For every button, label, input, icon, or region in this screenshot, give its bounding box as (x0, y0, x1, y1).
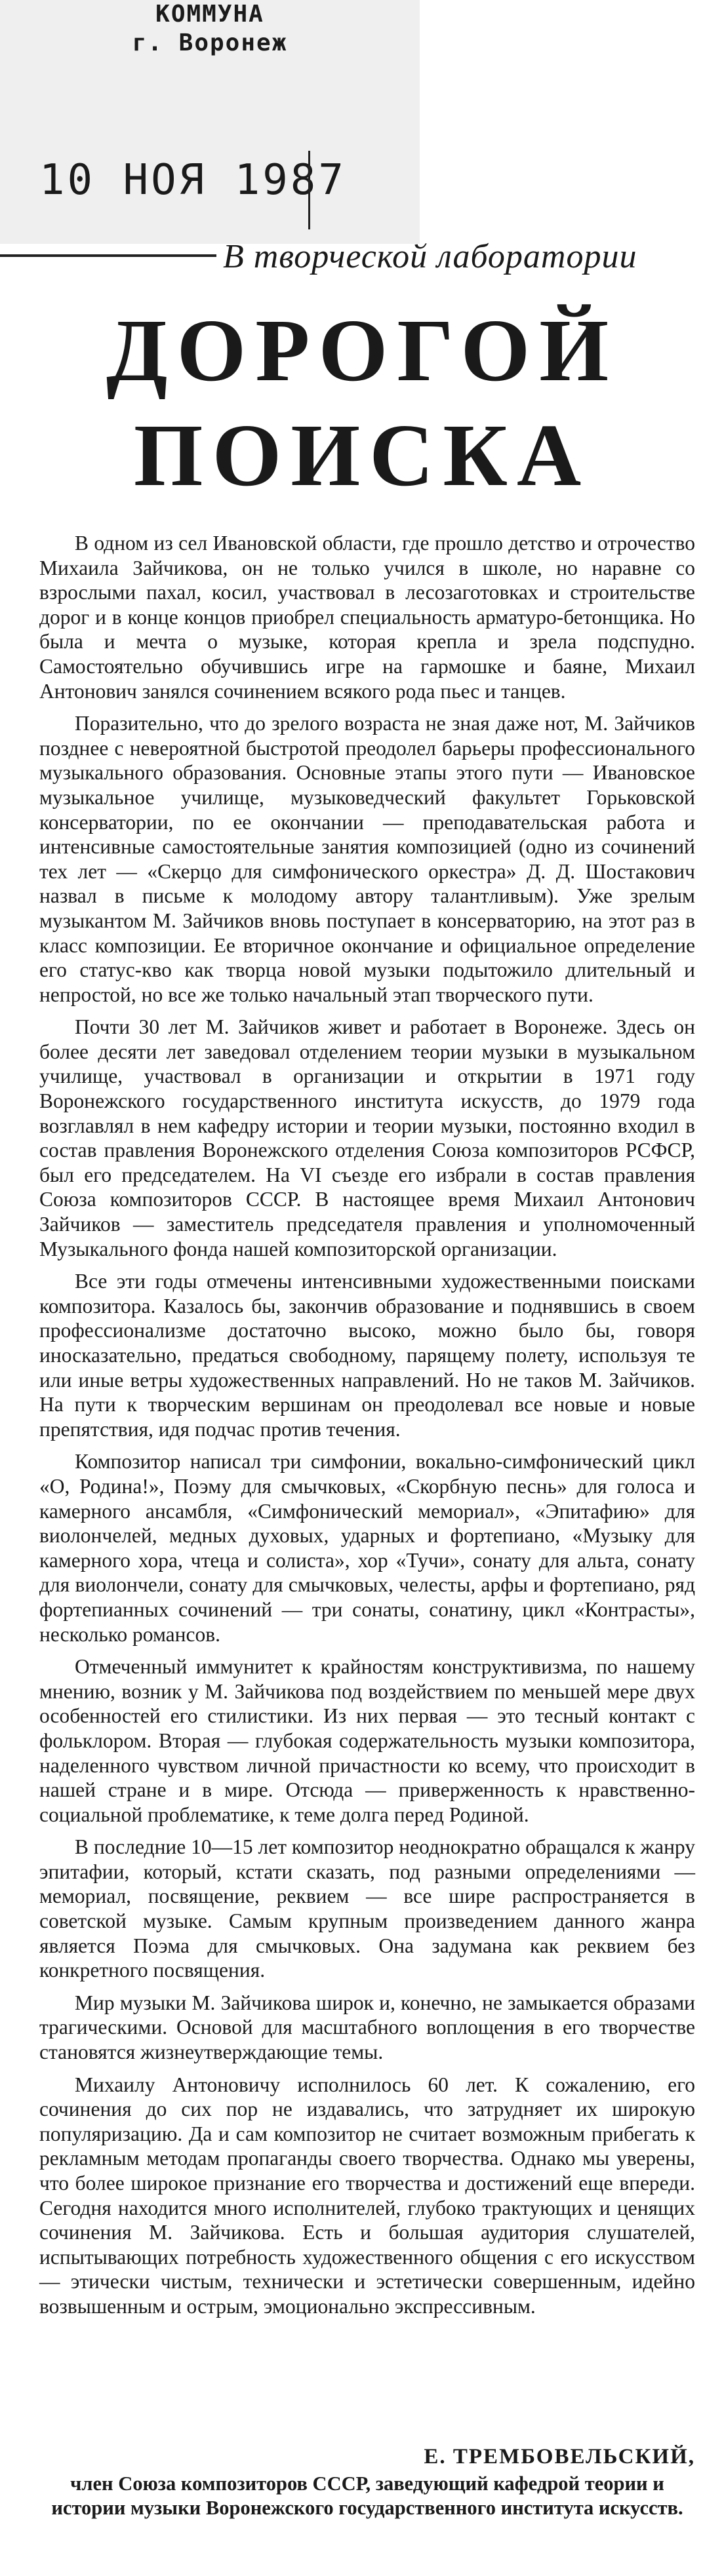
rubric-divider (0, 254, 216, 257)
archive-stamp-area (0, 0, 420, 244)
rubric-heading: В творческой лаборатории (223, 238, 637, 275)
headline-line-2: ПОИСКА (133, 406, 591, 505)
author-signature (39, 2445, 695, 2520)
article-paragraph: В одном из сел Ивановской области, где прошло детство и отрочество Михаила Зайчикова, он не только учился в школе, но наравне со взрослыми пахал, косил, участвовал в лесозаготовках и строительстве дорог и в конце концов приобрел специальность арматуро-бетонщика. Но была и мечта о музыке, которая крепла и зрела подспудно. Самостоятельно обучившись игре на гармошке и баяне, Михаил Антонович занялся сочинением всякого рода пьес и танцев. (39, 532, 695, 703)
publication-city: г. Воронеж (132, 29, 288, 56)
headline-line-1: ДОРОГОЙ (106, 302, 618, 400)
article-body (39, 531, 695, 2327)
article-headline (0, 298, 724, 508)
author-credentials: член Союза композиторов СССР, заведующий кафедрой теории и истории музыки Воронежского государственного института искусств. (51, 2472, 683, 2519)
stamp-bracket (308, 151, 319, 229)
author-name: Е. ТРЕМБОВЕЛЬСКИЙ, (424, 2445, 695, 2469)
article-paragraph: Все эти годы отмечены интенсивными художественными поисками композитора. Казалось бы, закончив образование и поднявшись в своем профессионализме достаточно высоко, можно было бы, говоря иносказательно, предаться свободному, парящему полету, используя те или иные ветры художественных направлений. Но не таков М. Зайчиков. На пути к творческим вершинам он преодолевал все новые и новые препятствия, идя подчас против течения. (39, 1270, 695, 1441)
article-paragraph: Мир музыки М. Зайчикова широк и, конечно, не замыкается образами трагическими. Основой для масштабного воплощения в его творчестве становятся жизнеутверждающие темы. (39, 1991, 695, 2064)
publication-stamp (0, 0, 420, 58)
article-paragraph: Отмеченный иммунитет к крайностям конструктивизма, по нашему мнению, возник у М. Зайчикова под воздействием по меньшей мере двух особенностей его стилистики. Из них первая — это тесный контакт с фольклором. Вторая — глубокая содержательность музыки композитора, наделенного чувством личной причастности ко всему, что происходит в нашей стране и в мире. Отсюда — приверженность к нравственно-социальной проблематике, к теме долга перед Родиной. (39, 1655, 695, 1826)
article-paragraph: Поразительно, что до зрелого возраста не зная даже нот, М. Зайчиков позднее с невероятной быстротой преодолел барьеры профессионального музыкального образования. Основные этапы этого пути — Ивановское музыкальное училище, музыковедческий факультет Горьковской консерватории, по ее окончании — преподавательская работа и интенсивные самостоятельные занятия композицией (одно из сочинений тех лет — «Скерцо для симфонического оркестра» Д. Д. Шостакович назвал в письме к молодому автору талантливым). Уже зрелым музыкантом М. Зайчиков вновь поступает в консерваторию, на этот раз в класс композиции. Ее вторичное окончание и официальное определение его статус-кво как творца новой музыки подытожило длительный и непростой, но все же только начальный этап творческого пути. (39, 712, 695, 1006)
date-stamp: 10 НОЯ 1987 (39, 156, 346, 205)
article-paragraph: Почти 30 лет М. Зайчиков живет и работает в Воронеже. Здесь он более десяти лет заведовал отделением теории музыки в музыкальном училище, участвовал в организации и открытии в 1971 году Воронежского государственного института искусств, до 1979 года возглавлял в нем кафедру истории и теории музыки, постоянно входил в состав правления Воронежского отделения Союза композиторов РСФСР, был его председателем. На VI съезде его избрали в состав правления Союза композиторов СССР. В настоящее время Михаил Антонович Зайчиков — заместитель председателя правления и уполномоченный Музыкального фонда нашей композиторской организации. (39, 1015, 695, 1260)
publication-name: КОММУНА (155, 1, 264, 28)
article-paragraph: В последние 10—15 лет композитор неоднократно обращался к жанру эпитафии, который, кстати сказать, под разными определениями — мемориал, посвящение, реквием — все шире распространяется в советской музыке. Самым крупным произведением данного жанра является Поэма для смычковых. Она задумана как реквием без конкретного посвящения. (39, 1835, 696, 1982)
article-paragraph: Михаилу Антоновичу исполнилось 60 лет. К сожалению, его сочинения до сих пор не издавались, что затрудняет их широкую популяризацию. Да и сам композитор не считает возможным прибегать к рекламным методам пропаганды своего творчества. Однако мы уверены, что более широкое признание его творчества и достижений еще впереди. Сегодня находится много исполнителей, глубоко трактующих и ценящих сочинения М. Зайчикова. Есть и большая аудитория слушателей, испытывающих потребность художественного общения с его искусством — этически чистым, технически и эстетически совершенным, идейно возвышенным и острым, эмоционально экспрессивным. (39, 2073, 695, 2318)
article-paragraph: Композитор написал три симфонии, вокально-симфонический цикл «О, Родина!», Поэму для смычковых, «Скорбную песнь» для голоса и камерного ансамбля, «Симфонический мемориал», «Эпитафию» для виолончелей, медных духовых, ударных и фортепиано, «Музыку для камерного хора, чтеца и солиста», хор «Тучи», сонату для альта, сонату для виолончели, сонату для смычковых, челесты, арфы и фортепиано, ряд фортепианных сочинений — три сонаты, сонатину, цикл «Контрасты», несколько романсов. (39, 1450, 695, 1646)
